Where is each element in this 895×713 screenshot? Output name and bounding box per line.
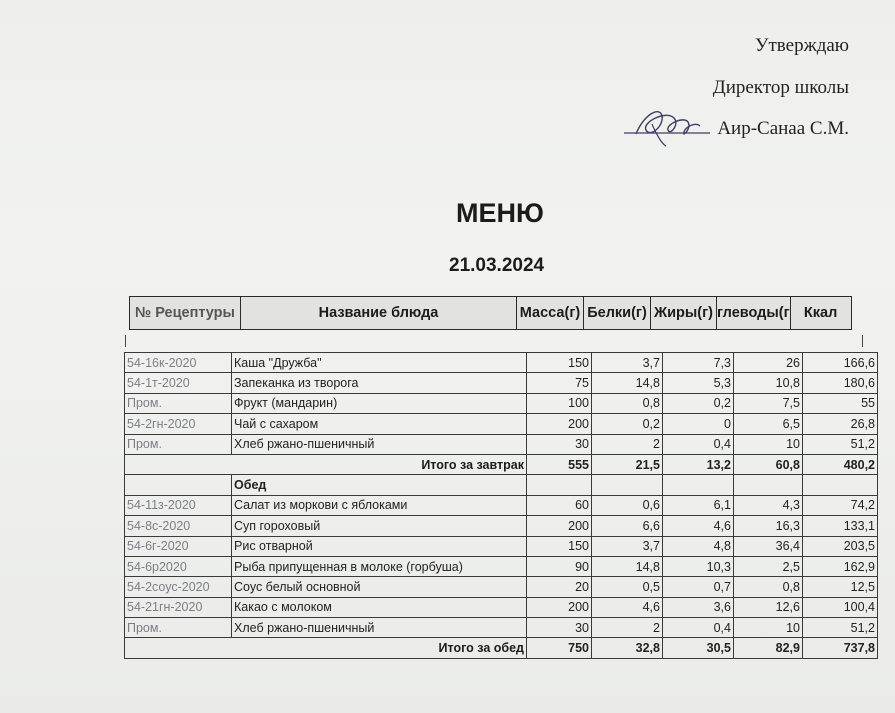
kcal-value: 166,6 — [803, 353, 878, 373]
kcal-value: 203,5 — [803, 536, 878, 556]
protein-value: 3,7 — [592, 536, 663, 556]
lunch-total-row — [125, 638, 878, 658]
protein-value: 14,8 — [592, 373, 663, 393]
dish-name: Запеканка из творога — [232, 373, 527, 393]
kcal-value: 51,2 — [803, 618, 878, 638]
fat-value: 0 — [663, 414, 734, 434]
fat-value: 4,8 — [663, 536, 734, 556]
carbs-value: 36,4 — [734, 536, 803, 556]
fat-value: 0,4 — [663, 618, 734, 638]
fat-value: 5,3 — [663, 373, 734, 393]
protein-value: 2 — [592, 434, 663, 454]
recipe-code: 54-11з-2020 — [125, 495, 232, 515]
dish-name: Соус белый основной — [232, 577, 527, 597]
mass-value: 200 — [527, 516, 592, 536]
dish-name: Рис отварной — [232, 536, 527, 556]
col-carbs: глеводы(г — [717, 297, 791, 330]
kcal-value: 74,2 — [803, 495, 878, 515]
total-carbs: 60,8 — [734, 454, 803, 474]
recipe-code: 54-2гн-2020 — [125, 414, 232, 434]
empty-cell — [592, 475, 663, 495]
table-row — [125, 393, 878, 413]
kcal-value: 55 — [803, 393, 878, 413]
total-fat: 13,2 — [663, 454, 734, 474]
total-mass: 750 — [527, 638, 592, 658]
col-protein: Белки(г) — [584, 297, 651, 330]
breakfast-total-label: Итого за завтрак — [125, 454, 527, 474]
empty-cell — [734, 475, 803, 495]
dish-name: Салат из моркови с яблоками — [232, 495, 527, 515]
kcal-value: 180,6 — [803, 373, 878, 393]
approval-heading: Утверждаю — [755, 35, 849, 56]
total-kcal: 480,2 — [803, 454, 878, 474]
fat-value: 6,1 — [663, 495, 734, 515]
mass-value: 200 — [527, 597, 592, 617]
recipe-code: 54-6г-2020 — [125, 536, 232, 556]
fat-value: 3,6 — [663, 597, 734, 617]
recipe-code: Пром. — [125, 618, 232, 638]
recipe-code: 54-6р2020 — [125, 556, 232, 576]
fat-value: 0,7 — [663, 577, 734, 597]
col-fat: Жиры(г) — [651, 297, 717, 330]
dish-name: Хлеб ржано-пшеничный — [232, 434, 527, 454]
mass-value: 60 — [527, 495, 592, 515]
total-protein: 21,5 — [592, 454, 663, 474]
empty-cell — [125, 475, 232, 495]
empty-cell — [527, 475, 592, 495]
mass-value: 75 — [527, 373, 592, 393]
approval-name: Аир-Санаа С.М. — [717, 118, 849, 139]
protein-value: 14,8 — [592, 556, 663, 576]
breakfast-total-row — [125, 454, 878, 474]
header-table — [129, 296, 852, 330]
menu-title: МЕНЮ — [456, 198, 544, 228]
total-kcal: 737,8 — [803, 638, 878, 658]
empty-cell — [663, 475, 734, 495]
recipe-code: 54-21гн-2020 — [125, 597, 232, 617]
carbs-value: 16,3 — [734, 516, 803, 536]
protein-value: 3,7 — [592, 353, 663, 373]
fat-value: 0,2 — [663, 393, 734, 413]
carbs-value: 10 — [734, 434, 803, 454]
kcal-value: 51,2 — [803, 434, 878, 454]
recipe-code: Пром. — [125, 393, 232, 413]
dish-name: Хлеб ржано-пшеничный — [232, 618, 527, 638]
mass-value: 30 — [527, 618, 592, 638]
col-recipe-number: № Рецептуры — [130, 297, 241, 330]
mass-value: 90 — [527, 556, 592, 576]
fat-value: 7,3 — [663, 353, 734, 373]
carbs-value: 2,5 — [734, 556, 803, 576]
carbs-value: 0,8 — [734, 577, 803, 597]
table-row — [125, 597, 878, 617]
protein-value: 0,6 — [592, 495, 663, 515]
total-mass: 555 — [527, 454, 592, 474]
protein-value: 0,5 — [592, 577, 663, 597]
dish-name: Суп гороховый — [232, 516, 527, 536]
protein-value: 2 — [592, 618, 663, 638]
recipe-code: 54-1т-2020 — [125, 373, 232, 393]
dish-name: Чай с сахаром — [232, 414, 527, 434]
mass-value: 20 — [527, 577, 592, 597]
mass-value: 100 — [527, 393, 592, 413]
fat-value: 0,4 — [663, 434, 734, 454]
protein-value: 4,6 — [592, 597, 663, 617]
mass-value: 150 — [527, 536, 592, 556]
carbs-value: 6,5 — [734, 414, 803, 434]
total-protein: 32,8 — [592, 638, 663, 658]
kcal-value: 162,9 — [803, 556, 878, 576]
fat-value: 10,3 — [663, 556, 734, 576]
protein-value: 6,6 — [592, 516, 663, 536]
total-carbs: 82,9 — [734, 638, 803, 658]
table-row — [125, 516, 878, 536]
table-spacer — [125, 335, 863, 347]
mass-value: 30 — [527, 434, 592, 454]
table-row — [125, 556, 878, 576]
empty-cell — [803, 475, 878, 495]
recipe-code: 54-8с-2020 — [125, 516, 232, 536]
handwritten-signature — [622, 104, 712, 148]
table-row — [125, 414, 878, 434]
col-dish-name: Название блюда — [241, 297, 517, 330]
protein-value: 0,8 — [592, 393, 663, 413]
dish-name: Какао с молоком — [232, 597, 527, 617]
carbs-value: 10 — [734, 618, 803, 638]
table-row — [125, 373, 878, 393]
total-fat: 30,5 — [663, 638, 734, 658]
table-row — [125, 577, 878, 597]
fat-value: 4,6 — [663, 516, 734, 536]
dish-name: Рыба припущенная в молоке (горбуша) — [232, 556, 527, 576]
kcal-value: 26,8 — [803, 414, 878, 434]
kcal-value: 12,5 — [803, 577, 878, 597]
mass-value: 150 — [527, 353, 592, 373]
carbs-value: 26 — [734, 353, 803, 373]
menu-date: 21.03.2024 — [449, 255, 545, 276]
table-row — [125, 434, 878, 454]
kcal-value: 100,4 — [803, 597, 878, 617]
menu-table — [124, 352, 878, 659]
col-kcal: Ккал — [790, 297, 851, 330]
recipe-code: 54-16к-2020 — [125, 353, 232, 373]
kcal-value: 133,1 — [803, 516, 878, 536]
dish-name: Каша "Дружба" — [232, 353, 527, 373]
lunch-section-row — [125, 475, 878, 495]
table-row — [125, 618, 878, 638]
recipe-code: 54-2соус-2020 — [125, 577, 232, 597]
table-row — [125, 353, 878, 373]
approval-position: Директор школы — [712, 77, 849, 98]
lunch-section-label: Обед — [232, 475, 527, 495]
protein-value: 0,2 — [592, 414, 663, 434]
carbs-value: 10,8 — [734, 373, 803, 393]
dish-name: Фрукт (мандарин) — [232, 393, 527, 413]
lunch-total-label: Итого за обед — [125, 638, 527, 658]
table-row — [125, 536, 878, 556]
carbs-value: 12,6 — [734, 597, 803, 617]
col-mass: Масса(г) — [517, 297, 584, 330]
carbs-value: 4,3 — [734, 495, 803, 515]
table-row — [125, 495, 878, 515]
carbs-value: 7,5 — [734, 393, 803, 413]
mass-value: 200 — [527, 414, 592, 434]
recipe-code: Пром. — [125, 434, 232, 454]
